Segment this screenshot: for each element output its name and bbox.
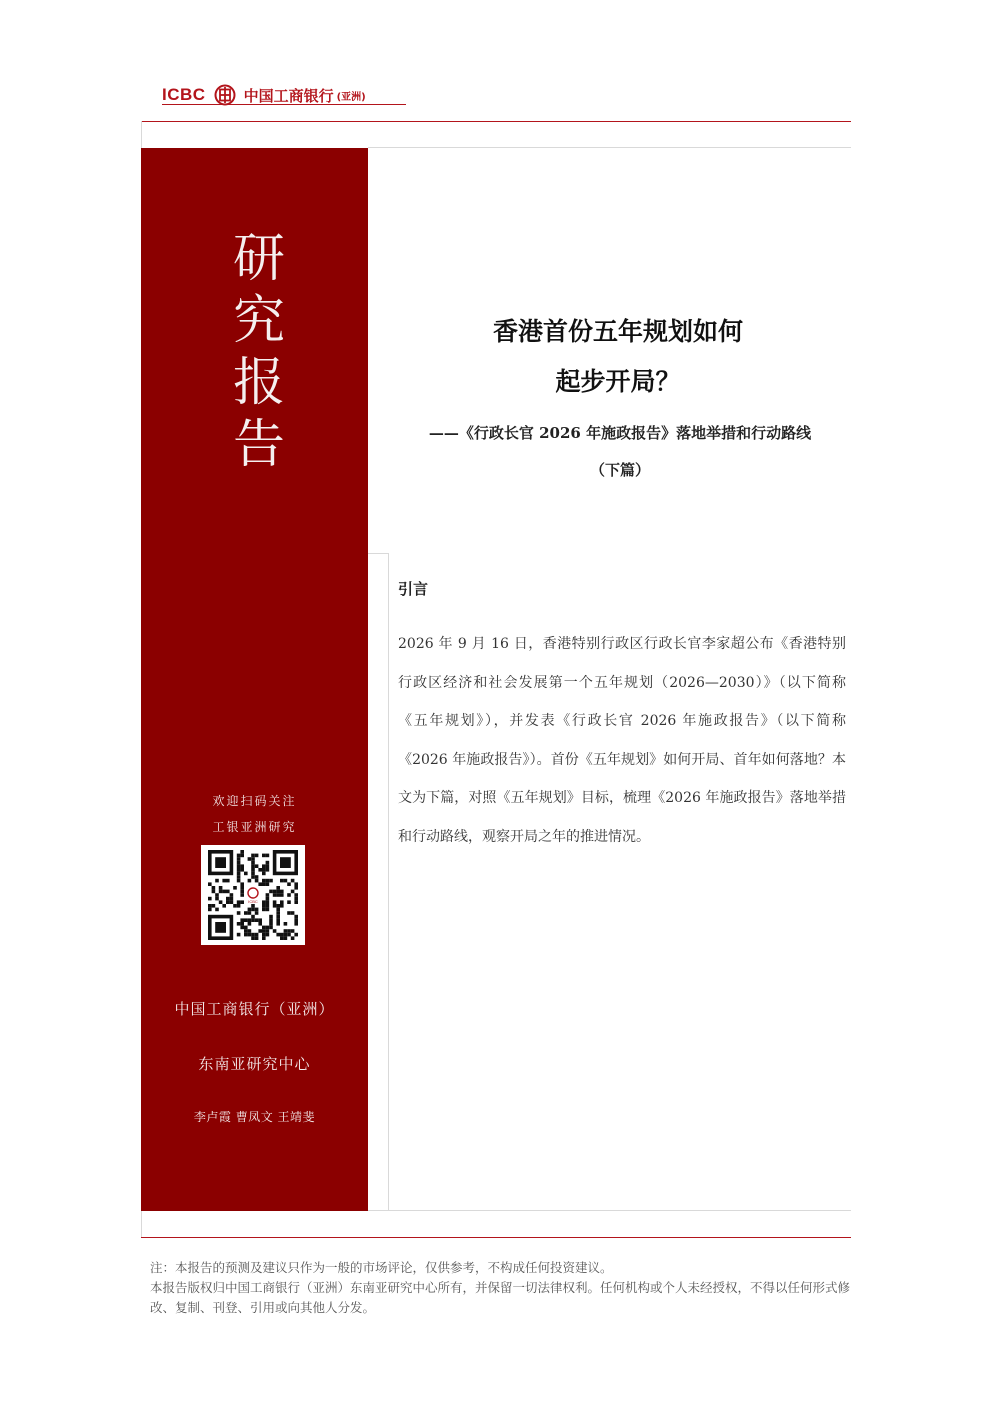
body-frame-bottom — [368, 1210, 851, 1211]
vertical-title-char: 究 — [232, 291, 285, 351]
footer-copyright: 本报告版权归中国工商银行（亚洲）东南亚研究中心所有，并保留一切法律权利。任何机构或个人未经授权，不得以任何形式修改、复制、刊登、引用或向其他人分发。 — [150, 1280, 851, 1315]
qr-code-icon[interactable] — [201, 845, 305, 945]
bottom-frame-left — [141, 1211, 142, 1237]
report-subtitle: ——《行政长官 2026 年施政报告》落地举措和行动路线 — [428, 424, 812, 442]
logo-text: ICBC — [162, 85, 206, 104]
authors: 李卢霞 曹凤文 王靖斐 — [193, 1110, 316, 1124]
bottom-rule — [141, 1237, 851, 1238]
vertical-title-char: 报 — [232, 353, 285, 413]
bank-name: 中国工商银行 — [243, 86, 334, 105]
organization-name: 中国工商银行（亚洲） — [174, 1000, 335, 1018]
vertical-title-char: 研 — [232, 229, 285, 289]
report-title-line1: 香港首份五年规划如何 — [492, 317, 743, 346]
title-frame-top — [368, 147, 851, 148]
footer-note: 注：本报告的预测及建议只作为一般的市场评论，仅供参考，不构成任何投资建议。 — [150, 1260, 613, 1275]
qr-caption-line: 工银亚洲研究 — [212, 820, 297, 834]
department-name: 东南亚研究中心 — [198, 1055, 311, 1073]
qr-caption — [141, 788, 368, 840]
report-title-line2: 起步开局？ — [555, 367, 681, 396]
icbc-emblem-icon — [214, 84, 236, 106]
qr-caption-line: 欢迎扫码关注 — [212, 794, 297, 808]
svg-text:ICBC: ICBC — [248, 899, 258, 904]
logo-underline — [162, 104, 406, 105]
body-frame-left — [388, 553, 389, 1210]
intro-body: 2026 年 9 月 16 日，香港特别行政区行政长官李家超公布《香港特别行政区经济和社会发展第一个五年规划（2026—2030）》（以下简称《五年规划》），并发表《行政长官 2026 年施政报告》（以下简称《2026 年施政报告》）。首份《五年规划》如何开局、首年如何落地？本文为下篇，对照《五年规划》目标，梳理《2026 年施政报告》落地举措和行动路线，观察开局之年的推进情况。 — [398, 636, 846, 845]
body-frame-top — [368, 553, 388, 554]
report-subtitle-part: （下篇） — [589, 461, 650, 479]
top-frame-left — [141, 121, 142, 148]
bank-region: (亚洲) — [336, 91, 366, 103]
footer-disclaimer — [150, 1258, 850, 1318]
vertical-title — [141, 228, 377, 476]
intro-heading: 引言 — [398, 580, 429, 598]
top-rule — [141, 121, 851, 122]
vertical-title-char: 告 — [232, 415, 285, 475]
